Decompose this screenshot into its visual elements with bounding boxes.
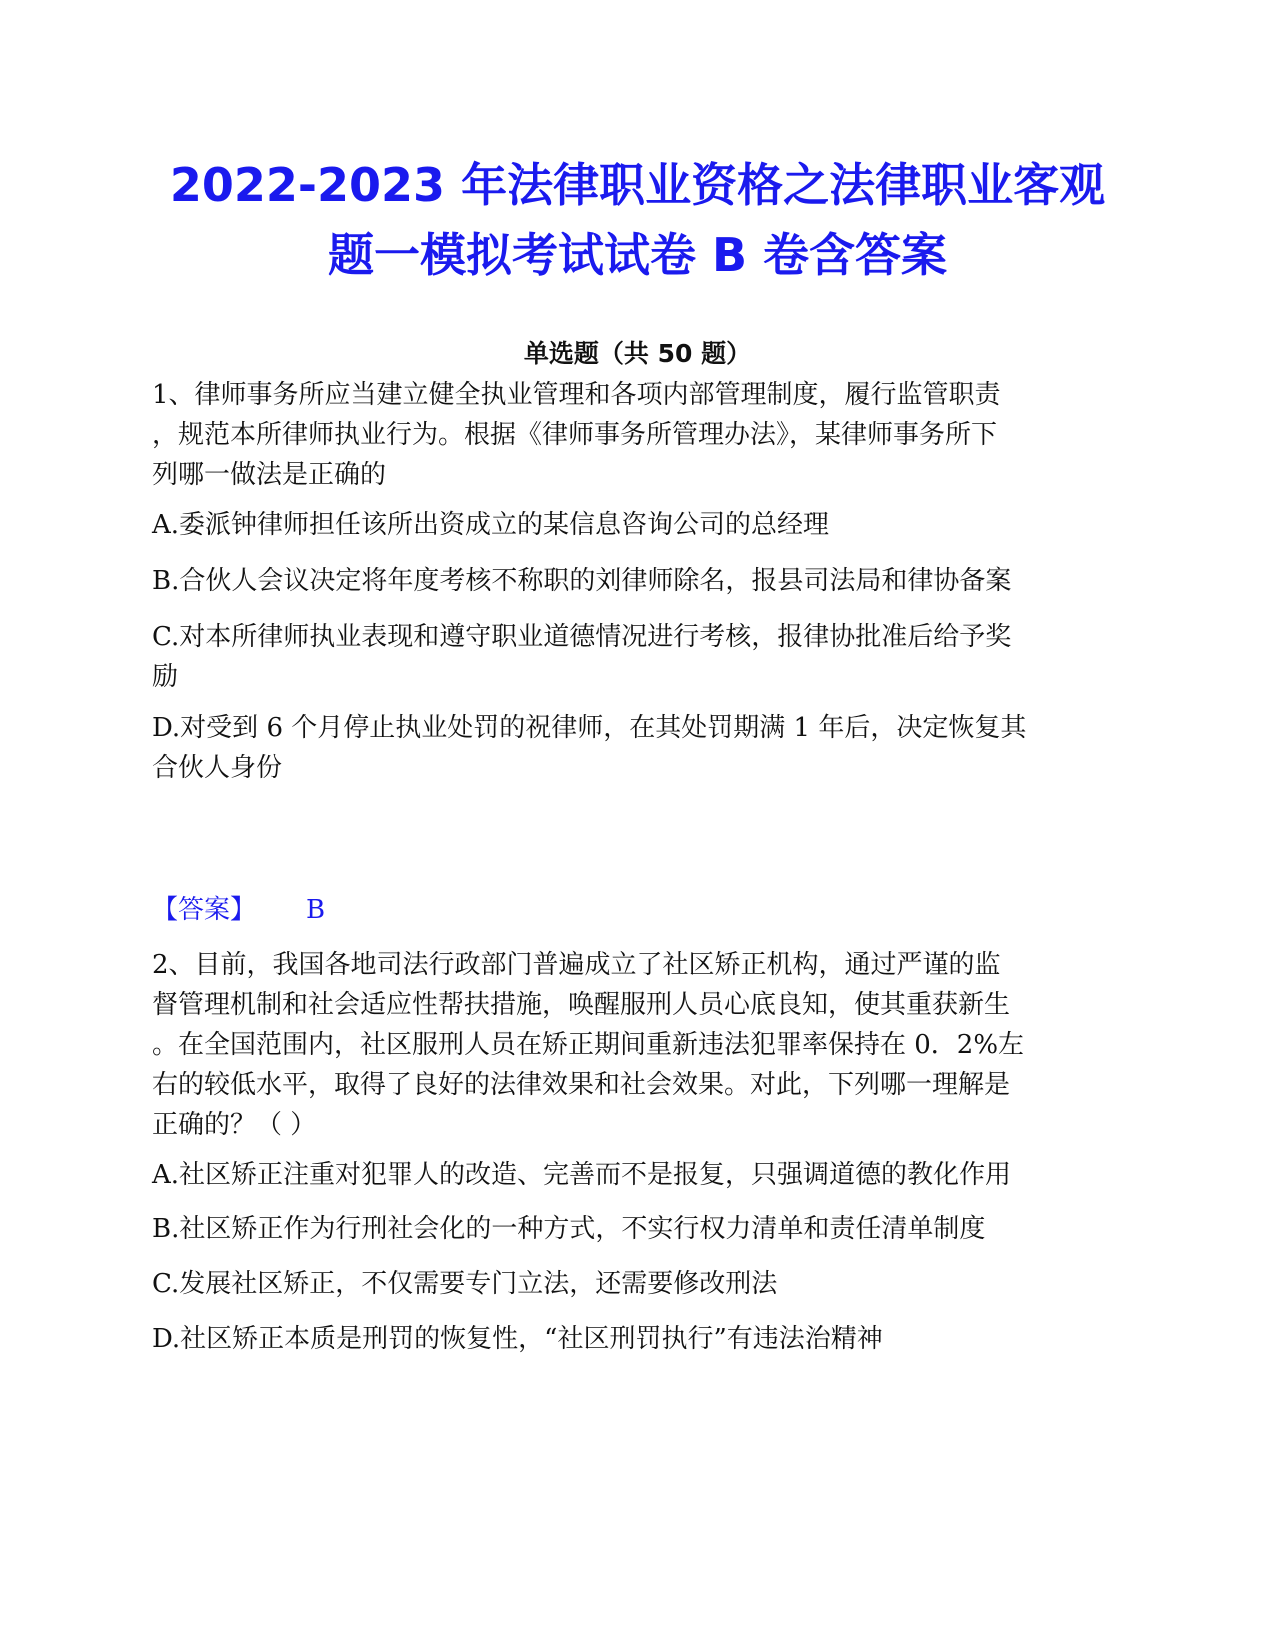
q2-stem-line: 2、目前，我国各地司法行政部门普遍成立了社区矫正机构，通过严谨的监 — [152, 950, 1001, 980]
q2-option-b: B.社区矫正作为行刑社会化的一种方式，不实行权力清单和责任清单制度 — [152, 1214, 986, 1244]
answer-value: B — [306, 895, 326, 925]
answer-label: 【答案】 — [152, 895, 257, 925]
q2-stem-line: 督管理机制和社会适应性帮扶措施，唤醒服刑人员心底良知，使其重获新生 — [152, 990, 1011, 1020]
q1-stem-line: 列哪一做法是正确的 — [152, 460, 387, 490]
q1-option-d — [152, 708, 1132, 788]
question-2-stem — [152, 945, 1132, 1145]
title-line-2: 题一模拟考试试卷 B 卷含答案 — [327, 228, 948, 282]
q1-option-d-line: 合伙人身份 — [152, 753, 283, 783]
q2-option-a: A.社区矫正注重对犯罪人的改造、完善而不是报复，只强调道德的教化作用 — [152, 1160, 1012, 1190]
q1-option-c — [152, 617, 1132, 697]
q1-option-c-line: C.对本所律师执业表现和遵守职业道德情况进行考核，报律协批准后给予奖 — [152, 622, 1012, 652]
q1-stem-line: 1、律师事务所应当建立健全执业管理和各项内部管理制度，履行监管职责 — [152, 380, 1001, 410]
q2-option-d: D.社区矫正本质是刑罚的恢复性，“社区刑罚执行”有违法治精神 — [152, 1324, 883, 1354]
q1-answer — [152, 890, 325, 930]
q2-stem-line: 。在全国范围内，社区服刑人员在矫正期间重新违法犯罪率保持在 0．2%左 — [152, 1030, 1025, 1060]
q1-option-a: A.委派钟律师担任该所出资成立的某信息咨询公司的总经理 — [152, 510, 830, 540]
q2-option-c: C.发展社区矫正，不仅需要专门立法，还需要修改刑法 — [152, 1269, 778, 1299]
document-title — [130, 150, 1145, 290]
q1-option-d-line: D.对受到 6 个月停止执业处罚的祝律师，在其处罚期满 1 年后，决定恢复其 — [152, 713, 1027, 743]
q1-option-c-line: 励 — [152, 662, 179, 692]
q1-stem-line: ，规范本所律师执业行为。根据《律师事务所管理办法》，某律师事务所下 — [152, 420, 998, 450]
q2-stem-line: 正确的？（ ） — [152, 1110, 317, 1140]
q2-stem-line: 右的较低水平，取得了良好的法律效果和社会效果。对此，下列哪一理解是 — [152, 1070, 1011, 1100]
q1-option-b: B.合伙人会议决定将年度考核不称职的刘律师除名，报县司法局和律协备案 — [152, 566, 1012, 596]
question-1-stem — [152, 375, 1132, 495]
title-line-1: 2022-2023 年法律职业资格之法律职业客观 — [169, 158, 1106, 212]
section-heading: 单选题（共 50 题） — [523, 339, 752, 368]
